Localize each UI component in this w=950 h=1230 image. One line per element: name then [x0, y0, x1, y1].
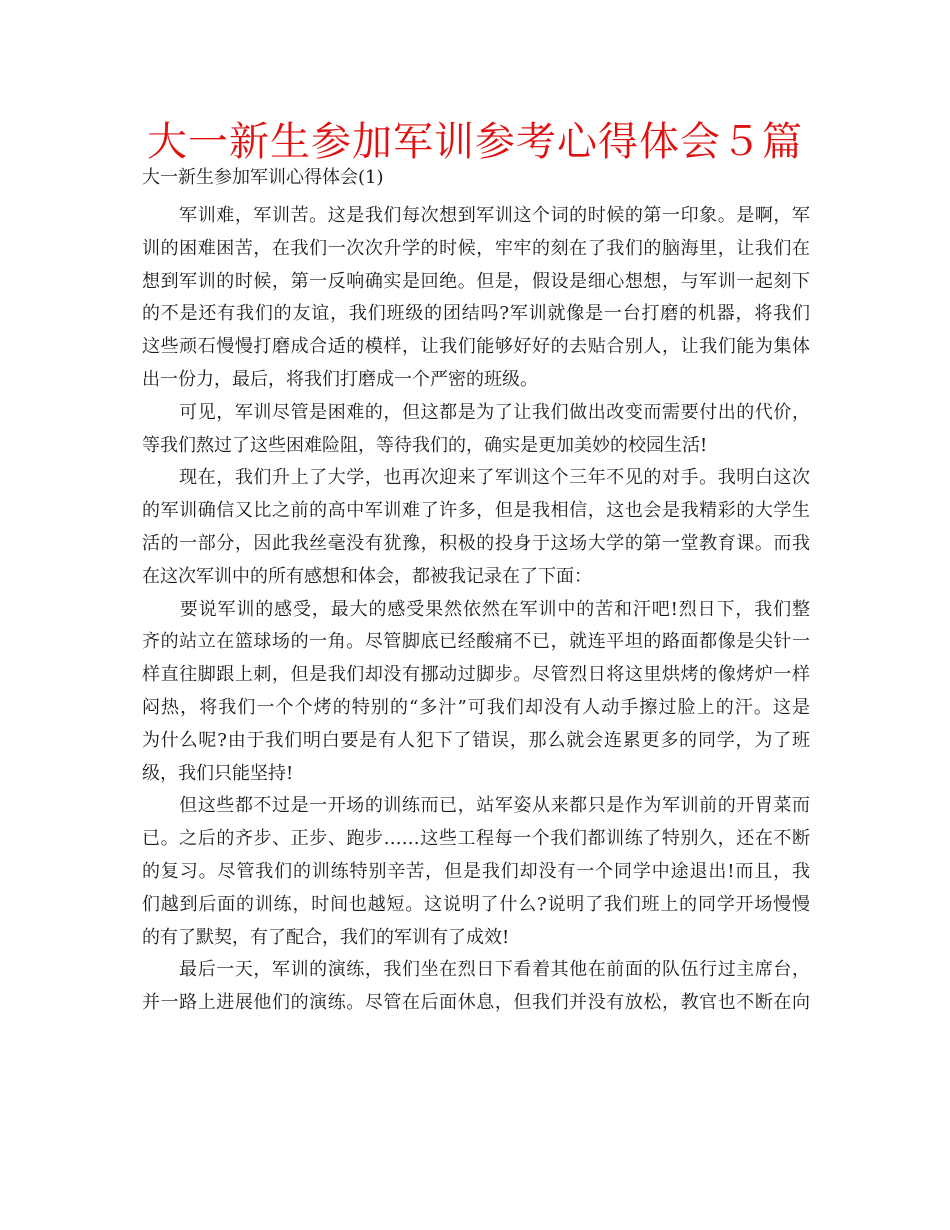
section-heading: 大一新生参加军训心得体会(1) — [142, 167, 384, 188]
paragraph-line: 齐的站立在篮球场的一角。尽管脚底已经酸痛不已，就连平坦的路面都像是尖针一 — [142, 631, 810, 653]
paragraph-line: 出一份力，最后，将我们打磨成一个严密的班级。 — [142, 368, 538, 390]
paragraph-line: 的有了默契，有了配合，我们的军训有了成效! — [142, 926, 510, 948]
paragraph-line: 等我们熬过了这些困难险阻，等待我们的，确实是更加美妙的校园生活! — [142, 434, 708, 456]
paragraph-line: 已。之后的齐步、正步、跑步……这些工程每一个我们都训练了特别久，还在不断 — [142, 828, 810, 850]
paragraph-line: 在这次军训中的所有感想和体会，都被我记录在了下面： — [142, 565, 592, 587]
paragraph-line: 想到军训的时候，第一反响确实是回绝。但是，假设是细心想想，与军训一起刻下 — [142, 270, 810, 292]
document-title: 大一新生参加军训参考心得体会５篇 — [147, 119, 803, 165]
body-paragraph — [142, 954, 810, 1020]
paragraph-line: 现在，我们升上了大学，也再次迎来了军训这个三年不见的对手。我明白这次 — [142, 467, 810, 489]
body-paragraph — [142, 790, 810, 954]
paragraph-line: 这些顽石慢慢打磨成合适的模样，让我们能够好好的去贴合别人，让我们能为集体 — [142, 336, 810, 358]
paragraph-line: 为什么呢?由于我们明白要是有人犯下了错误，那么就会连累更多的同学，为了班 — [142, 729, 810, 751]
document-body — [142, 200, 810, 1020]
paragraph-line: 但这些都不过是一开场的训练而已，站军姿从来都只是作为军训前的开胃菜而 — [142, 795, 810, 817]
paragraph-line: 训的困难困苦，在我们一次次升学的时候，牢牢的刻在了我们的脑海里，让我们在 — [142, 237, 810, 259]
paragraph-line: 活的一部分，因此我丝毫没有犹豫，积极的投身于这场大学的第一堂教育课。而我 — [142, 532, 810, 554]
paragraph-line: 军训难，军训苦。这是我们每次想到军训这个词的时候的第一印象。是啊，军 — [142, 205, 810, 226]
paragraph-line: 的不是还有我们的友谊，我们班级的团结吗?军训就像是一台打磨的机器，将我们 — [142, 303, 810, 325]
paragraph-line: 闷热，将我们一个个烤的特别的“多汁”可我们却没有人动手擦过脸上的汗。这是 — [142, 696, 810, 718]
body-paragraph — [142, 397, 810, 463]
paragraph-line: 的复习。尽管我们的训练特别辛苦，但是我们却没有一个同学中途退出!而且，我 — [142, 860, 810, 882]
paragraph-line: 级，我们只能坚持! — [142, 762, 294, 784]
paragraph-line: 样直往脚跟上刺，但是我们却没有挪动过脚步。尽管烈日将这里烘烤的像烤炉一样 — [142, 664, 810, 686]
paragraph-line: 的军训确信又比之前的高中军训难了许多，但是我相信，这也会是我精彩的大学生 — [142, 500, 810, 522]
body-paragraph — [142, 462, 810, 593]
body-paragraph — [142, 200, 810, 397]
paragraph-line: 可见，军训尽管是困难的，但这都是为了让我们做出改变而需要付出的代价， — [142, 401, 810, 423]
paragraph-line: 们越到后面的训练，时间也越短。这说明了什么?说明了我们班上的同学开场慢慢 — [142, 893, 810, 915]
paragraph-line: 并一路上进展他们的演练。尽管在后面休息，但我们并没有放松，教官也不断在向 — [142, 992, 810, 1014]
body-paragraph — [142, 594, 810, 791]
paragraph-line: 最后一天，军训的演练，我们坐在烈日下看着其他在前面的队伍行过主席台， — [142, 959, 810, 981]
paragraph-line: 要说军训的感受，最大的感受果然依然在军训中的苦和汗吧!烈日下，我们整 — [142, 598, 810, 620]
